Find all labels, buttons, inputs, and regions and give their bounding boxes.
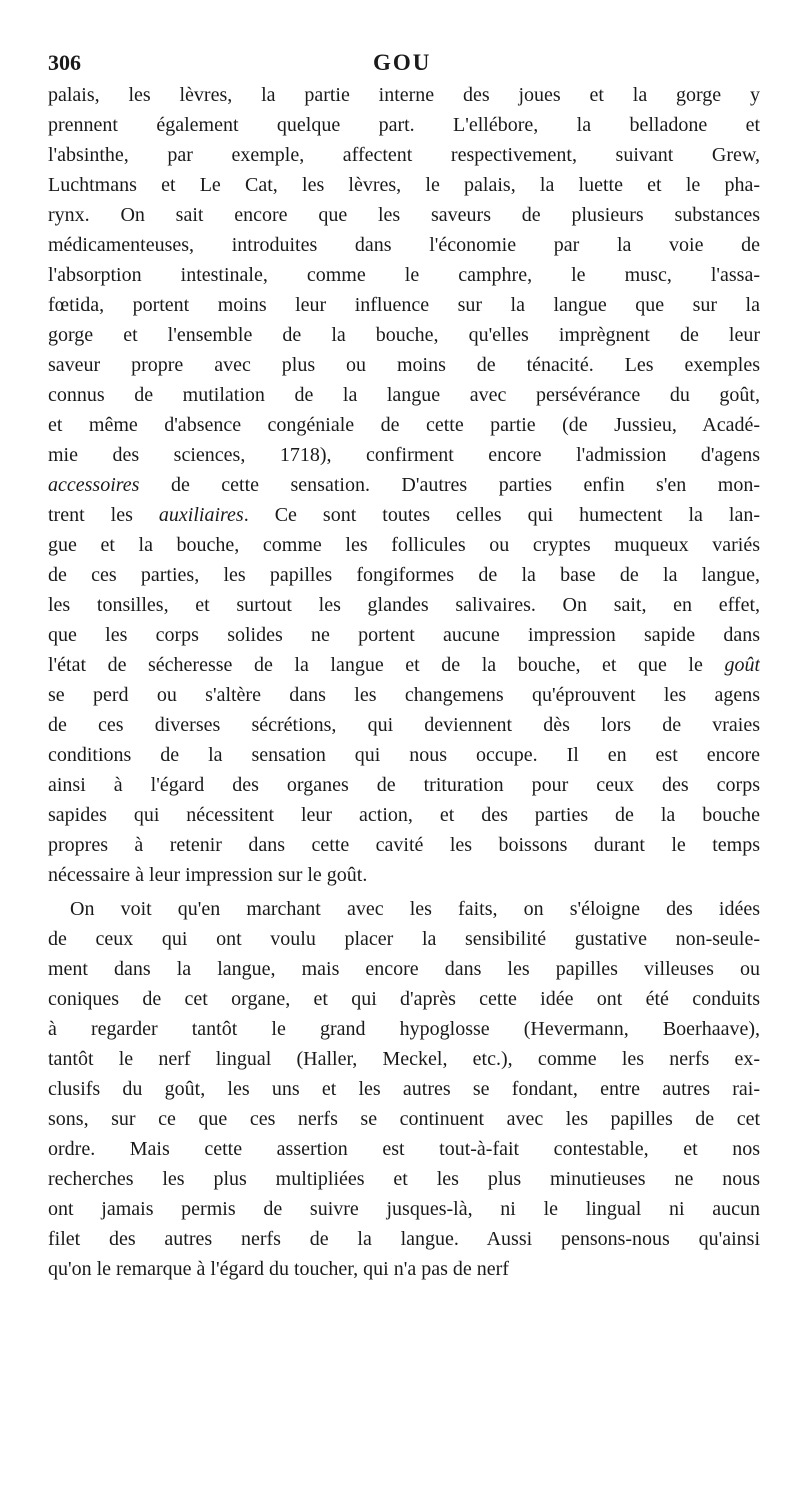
text-line: sons, sur ce que ces nerfs se continuent avec les papilles de cet bbox=[48, 1108, 760, 1130]
text-line: médicamenteuses, introduites dans l'économie par la voie de bbox=[48, 234, 760, 256]
text-line: fœtida, portent moins leur influence sur la langue que sur la bbox=[48, 294, 760, 316]
paragraph bbox=[48, 80, 760, 890]
text-line: ment dans la langue, mais encore dans les papilles villeuses ou bbox=[48, 958, 760, 980]
text-line: gorge et l'ensemble de la bouche, qu'elles imprègnent de leur bbox=[48, 324, 760, 346]
text-line: qu'on le remarque à l'égard du toucher, qui n'a pas de nerf bbox=[48, 1258, 509, 1280]
page-body bbox=[48, 80, 760, 1284]
text-line: les tonsilles, et surtout les glandes salivaires. On sait, en effet, bbox=[48, 594, 760, 616]
text-line: se perd ou s'altère dans les changemens qu'éprouvent les agens bbox=[48, 684, 760, 706]
text-line: de ces diverses sécrétions, qui deviennent dès lors de vraies bbox=[48, 714, 760, 736]
text-line: palais, les lèvres, la partie interne des joues et la gorge y bbox=[48, 84, 760, 106]
text-line: sapides qui nécessitent leur action, et des parties de la bouche bbox=[48, 804, 760, 826]
text-line: filet des autres nerfs de la langue. Aussi pensons-nous qu'ainsi bbox=[48, 1228, 760, 1250]
text-line: l'absorption intestinale, comme le camphre, le musc, l'assa- bbox=[48, 264, 760, 286]
text-line: de ces parties, les papilles fongiformes de la base de la langue, bbox=[48, 564, 760, 586]
text-line: coniques de cet organe, et qui d'après cette idée ont été conduits bbox=[48, 988, 760, 1010]
text-line: connus de mutilation de la langue avec persévérance du goût, bbox=[48, 384, 760, 406]
text-line: tantôt le nerf lingual (Haller, Meckel, etc.), comme les nerfs ex- bbox=[48, 1048, 760, 1070]
text-line: ont jamais permis de suivre jusques-là, ni le lingual ni aucun bbox=[48, 1198, 760, 1220]
running-head: GOU bbox=[373, 50, 432, 75]
text-line: l'état de sécheresse de la langue et de la bouche, et que le goût bbox=[48, 654, 760, 676]
text-line: Luchtmans et Le Cat, les lèvres, le palais, la luette et le pha- bbox=[48, 174, 760, 196]
text-line: que les corps solides ne portent aucune impression sapide dans bbox=[48, 624, 760, 646]
text-line: gue et la bouche, comme les follicules ou cryptes muqueux variés bbox=[48, 534, 760, 556]
text-line: conditions de la sensation qui nous occupe. Il en est encore bbox=[48, 744, 760, 766]
text-line: rynx. On sait encore que les saveurs de plusieurs substances bbox=[48, 204, 760, 226]
text-line: de ceux qui ont voulu placer la sensibilité gustative non-seule- bbox=[48, 928, 760, 950]
text-line: ainsi à l'égard des organes de trituration pour ceux des corps bbox=[48, 774, 760, 796]
text-line: à regarder tantôt le grand hypoglosse (Hevermann, Boerhaave), bbox=[48, 1018, 760, 1040]
text-line: l'absinthe, par exemple, affectent respectivement, suivant Grew, bbox=[48, 144, 760, 166]
text-line: saveur propre avec plus ou moins de ténacité. Les exemples bbox=[48, 354, 760, 376]
text-line: prennent également quelque part. L'ellébore, la belladone et bbox=[48, 114, 760, 136]
text-line: trent les auxiliaires. Ce sont toutes celles qui humectent la lan- bbox=[48, 504, 760, 526]
text-line: mie des sciences, 1718), confirment encore l'admission d'agens bbox=[48, 444, 760, 466]
page-number: 306 bbox=[48, 50, 81, 75]
paragraph bbox=[48, 894, 760, 1284]
text-line: On voit qu'en marchant avec les faits, on s'éloigne des idées bbox=[70, 898, 760, 920]
text-line: et même d'absence congéniale de cette partie (de Jussieu, Acadé- bbox=[48, 414, 760, 436]
text-line: nécessaire à leur impression sur le goût. bbox=[48, 864, 368, 886]
text-line: ordre. Mais cette assertion est tout-à-fait contestable, et nos bbox=[48, 1138, 760, 1160]
text-line: recherches les plus multipliées et les plus minutieuses ne nous bbox=[48, 1168, 760, 1190]
text-line: propres à retenir dans cette cavité les boissons durant le temps bbox=[48, 834, 760, 856]
page-header bbox=[48, 48, 760, 78]
text-line: clusifs du goût, les uns et les autres se fondant, entre autres rai- bbox=[48, 1078, 760, 1100]
text-line: accessoires de cette sensation. D'autres parties enfin s'en mon- bbox=[48, 474, 760, 496]
